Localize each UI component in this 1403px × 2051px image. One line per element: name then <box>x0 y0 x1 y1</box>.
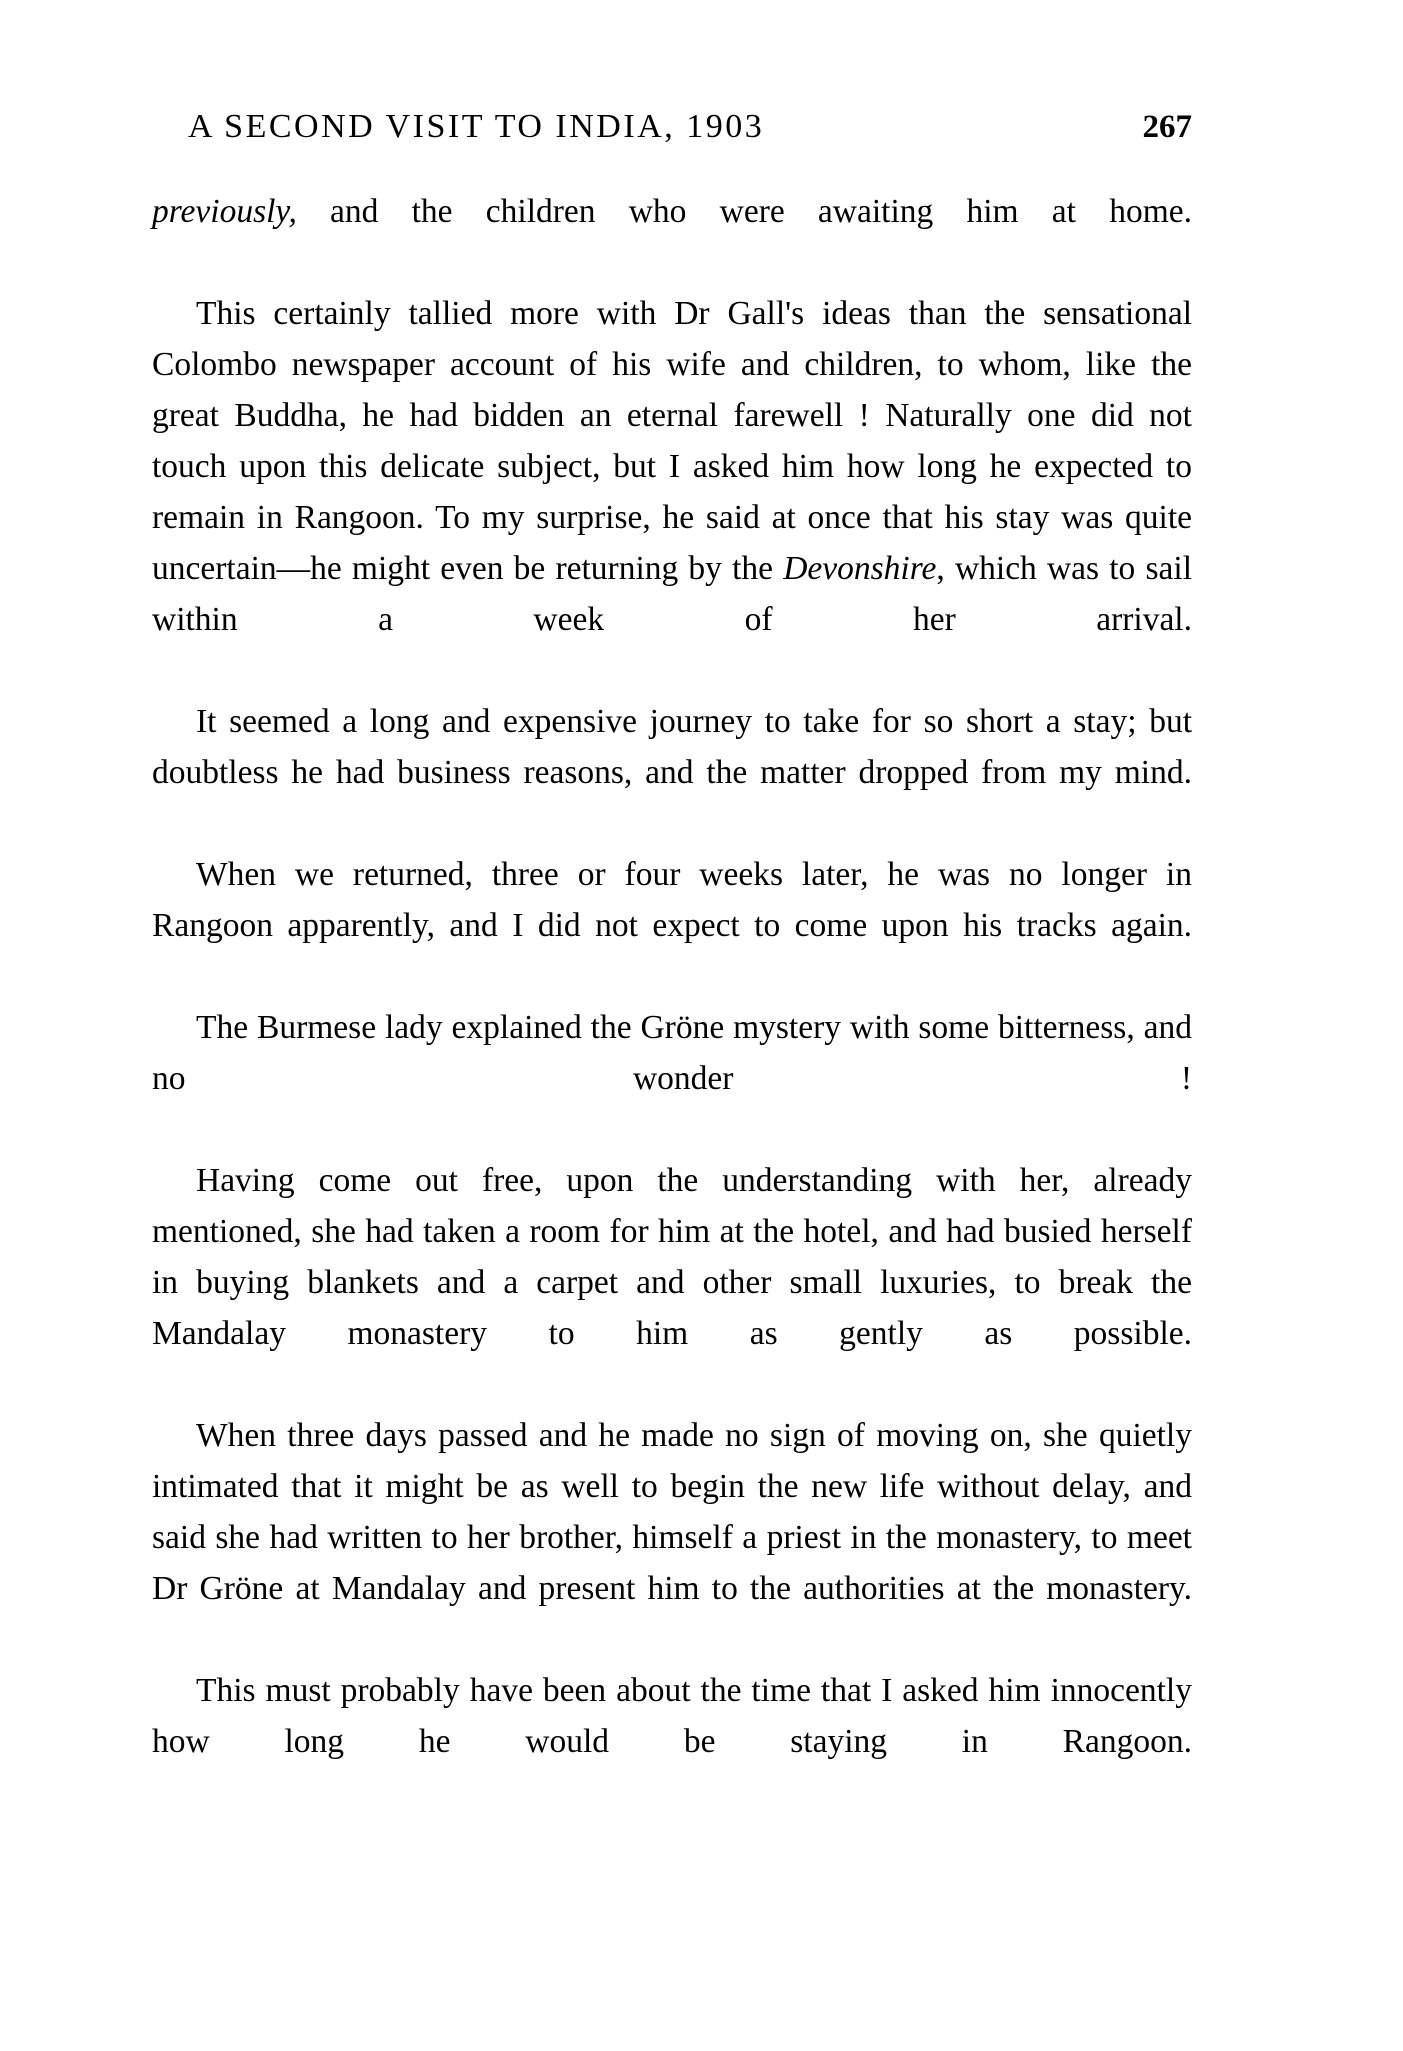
page-number: 267 <box>1142 109 1192 145</box>
paragraph <box>152 186 1192 288</box>
page-content <box>152 108 1192 1818</box>
running-head <box>152 108 1192 146</box>
text-run: The Burmese lady explained the Gröne mystery with some bitterness, and no wonder ! <box>152 1009 1192 1097</box>
text-run: This certainly tallied more with Dr Gall's ideas than the sensational Colombo newspaper account of his wife and children, to whom, like the great Buddha, he had bidden an eternal farewell ! Naturally one did not touch upon this delicate subject, but I asked him how long he expected to remain in Rangoon. To my surprise, he said at once that his stay was quite uncertain—he might even be returning by the <box>152 295 1192 587</box>
paragraph <box>152 1665 1192 1818</box>
paragraph <box>152 849 1192 1002</box>
text-run: When we returned, three or four weeks later, he was no longer in Rangoon apparently, and I did not expect to come upon his tracks again. <box>152 856 1192 944</box>
text-run: This must probably have been about the time that I asked him innocently how long he would be staying in Rangoon. <box>152 1672 1192 1760</box>
paragraph <box>152 1155 1192 1410</box>
running-head-title: A SECOND VISIT TO INDIA, 1903 <box>188 108 765 145</box>
body-text <box>152 186 1192 1818</box>
text-run: Having come out free, upon the understanding with her, already mentioned, she had taken a room for him at the hotel, and had busied herself in buying blankets and a carpet and other small luxuries, to break the Mandalay monastery to him as gently as possible. <box>152 1162 1192 1352</box>
text-run: , which was to sail within a week of her arrival. <box>152 550 1192 638</box>
text-run: and the children who were awaiting him at home. <box>296 193 1192 230</box>
paragraph <box>152 1410 1192 1665</box>
text-run: When three days passed and he made no sign of moving on, she quietly intimated that it might be as well to begin the new life without delay, and said she had written to her brother, himself a priest in the monastery, to meet Dr Gröne at Mandalay and present him to the authorities at the monastery. <box>152 1417 1192 1607</box>
italic-text: Devonshire <box>783 550 937 587</box>
paragraph <box>152 1002 1192 1155</box>
italic-text: previously, <box>152 193 297 230</box>
paragraph <box>152 696 1192 849</box>
paragraph <box>152 288 1192 696</box>
text-run: It seemed a long and expensive journey to take for so short a stay; but doubtless he had business reasons, and the matter dropped from my mind. <box>152 703 1192 791</box>
